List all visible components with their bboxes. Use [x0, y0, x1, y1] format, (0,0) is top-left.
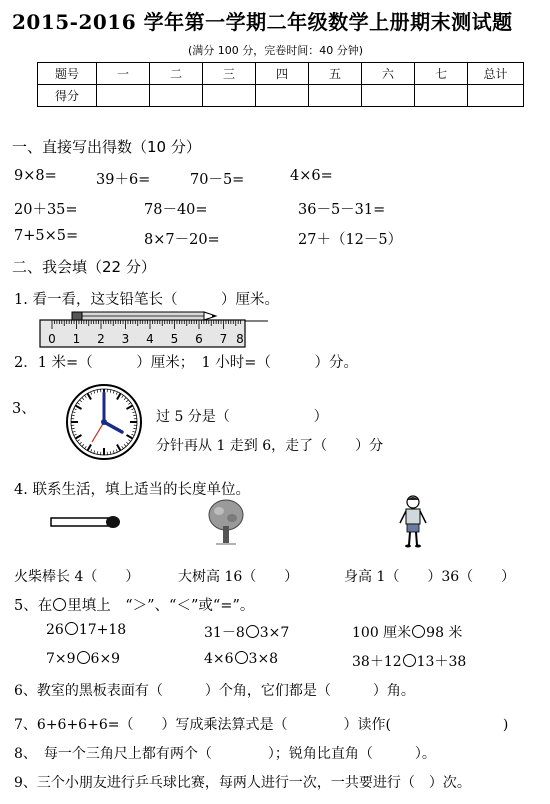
- score-cell[interactable]: [256, 85, 309, 107]
- score-cell[interactable]: [203, 85, 256, 107]
- q4-answer-tree: 大树高 16（ ）: [178, 569, 299, 585]
- score-table-header-row: [38, 63, 524, 85]
- arith-item: 9×8=: [14, 168, 57, 184]
- q4-answer-matchstick: 火柴棒长 4（ ）: [14, 569, 140, 585]
- score-table: [37, 62, 524, 107]
- q4-answer-height: 身高 1（ ）36（ ）: [344, 569, 516, 585]
- pencil-icon: [72, 312, 216, 320]
- question-6: 6、教室的黑板表面有（ ）个角，它们都是（ ）角。: [14, 683, 415, 699]
- arith-item: 78－40=: [144, 202, 208, 218]
- question-3-line1: 过 5 分是（ ）: [156, 409, 328, 425]
- question-5-suffix: 里填上 “＞”、“＜”或“=”。: [67, 598, 255, 614]
- score-table-score-row: [38, 85, 524, 107]
- circle-blank-icon[interactable]: [65, 622, 78, 635]
- section2-heading: 二、我会填（22 分）: [12, 258, 156, 276]
- exam-subtitle: (满分 100 分，完卷时间：40 分钟): [188, 44, 364, 57]
- question-1: 1. 看一看，这支铅笔长（ ）厘米。: [14, 292, 279, 308]
- compare-item: 7×9 6×9: [46, 651, 121, 667]
- score-header-cell: 题号: [38, 63, 97, 85]
- ruler-number: 0: [48, 332, 56, 346]
- score-header-cell: 六: [362, 63, 415, 85]
- question-5: [14, 594, 254, 615]
- arith-item: 8×7－20=: [144, 232, 220, 248]
- ruler-with-pencil-figure: [38, 308, 268, 350]
- score-cell[interactable]: [309, 85, 362, 107]
- matchstick-icon: [50, 514, 122, 530]
- question-2: 2．1 米=（ ）厘米； 1 小时=（ ）分。: [14, 355, 358, 371]
- score-header-cell: 总计: [468, 63, 524, 85]
- score-header-cell: 七: [415, 63, 468, 85]
- score-cell[interactable]: [150, 85, 203, 107]
- ruler-number: 3: [121, 332, 130, 346]
- score-cell[interactable]: [362, 85, 415, 107]
- score-header-cell: 二: [150, 63, 203, 85]
- question-8: 8、 每一个三角尺上都有两个（ ）；锐角比直角（ ）。: [14, 746, 436, 762]
- arith-item: 39＋6=: [96, 172, 151, 188]
- score-header-cell: 五: [309, 63, 362, 85]
- ruler-number: 4: [146, 332, 154, 346]
- score-header-cell: 三: [203, 63, 256, 85]
- circle-blank-icon[interactable]: [77, 651, 90, 664]
- arith-item: 20＋35=: [14, 202, 78, 218]
- arith-item: 7+5×5=: [14, 228, 79, 244]
- circle-blank-icon[interactable]: [235, 651, 248, 664]
- circle-blank-icon[interactable]: [412, 625, 425, 638]
- score-cell[interactable]: [97, 85, 150, 107]
- score-cell[interactable]: [415, 85, 468, 107]
- circle-blank-icon[interactable]: [246, 625, 259, 638]
- tree-icon: [206, 498, 246, 546]
- ruler-number: 8: [236, 332, 244, 346]
- question-3-number: 3、: [12, 401, 36, 417]
- score-row-label: 得分: [38, 85, 97, 107]
- arith-item: 36－5－31=: [298, 202, 386, 218]
- clock-icon: [64, 382, 144, 462]
- section1-heading: 一、直接写出得数（10 分）: [12, 138, 201, 156]
- question-3-line2: 分针再从 1 走到 6，走了（ ）分: [156, 438, 384, 454]
- score-header-cell: 一: [97, 63, 150, 85]
- arith-item: 27＋（12－5）: [298, 232, 403, 248]
- ruler-number: 1: [72, 332, 81, 346]
- question-5-prefix: 5、在: [14, 598, 53, 614]
- question-9: 9、三个小朋友进行乒乓球比赛，每两人进行一次，一共要进行（ ）次。: [14, 775, 471, 791]
- ruler-number: 7: [219, 332, 228, 346]
- compare-item: 26 17+18: [46, 622, 127, 638]
- circle-blank-icon: [53, 598, 66, 611]
- arith-item: 4×6=: [290, 168, 333, 184]
- arith-item: 70－5=: [190, 172, 245, 188]
- compare-item: 38＋12 13＋38: [352, 654, 467, 670]
- circle-blank-icon[interactable]: [403, 654, 416, 667]
- compare-item: 100 厘米 98 米: [352, 625, 463, 641]
- score-header-cell: 四: [256, 63, 309, 85]
- page-title: 2015-2016 学年第一学期二年级数学上册期末测试题: [12, 10, 513, 34]
- ruler-number: 5: [170, 332, 179, 346]
- question-4: 4. 联系生活，填上适当的长度单位。: [14, 482, 250, 498]
- ruler-number: 2: [97, 332, 105, 346]
- compare-item: 4×6 3×8: [204, 651, 279, 667]
- child-icon: [396, 494, 430, 550]
- question-7: 7、6+6+6+6=（ ）写成乘法算式是（ ）读作( ): [14, 717, 509, 733]
- compare-item: 31－8 3×7: [204, 625, 290, 641]
- ruler-number: 6: [195, 332, 203, 346]
- score-cell[interactable]: [468, 85, 524, 107]
